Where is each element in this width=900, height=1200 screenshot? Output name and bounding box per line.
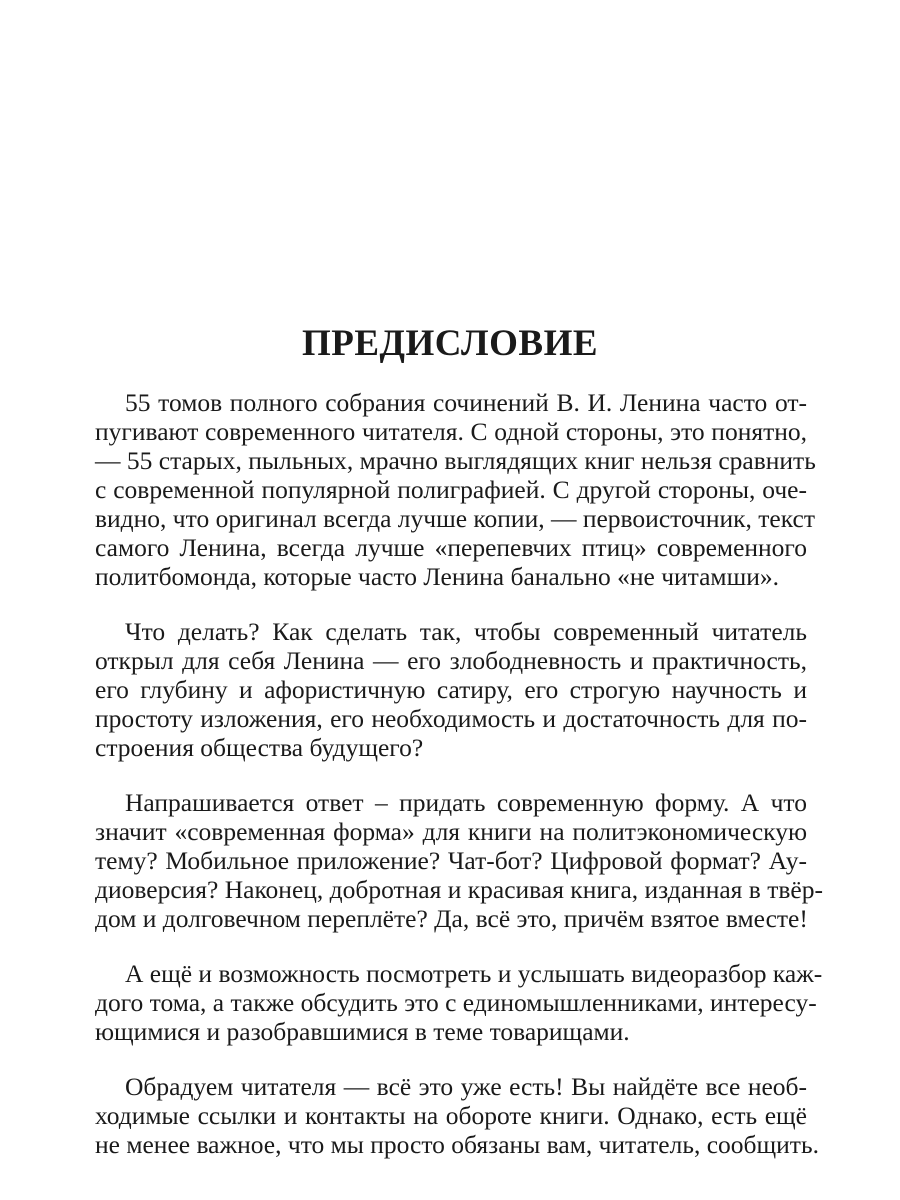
- text-line: диоверсия? Наконец, добротная и красивая книга, изданная в твёр-: [95, 875, 823, 904]
- text-line: Напрашивается ответ – придать современную форму. А что: [125, 788, 807, 817]
- text-line: его глубину и афористичную сатиру, его строгую научность и: [95, 675, 807, 704]
- paragraph-5: [95, 1072, 819, 1159]
- text-line: видно, что оригинал всегда лучше копии, — первоисточник, текст: [95, 504, 815, 533]
- text-line: 55 томов полного собрания сочинений В. И. Ленина часто от-: [125, 388, 807, 417]
- text-line: не менее важное, что мы просто обязаны вам, читатель, сообщить.: [95, 1130, 819, 1159]
- text-line: дого тома, а также обсудить это с единомышленниками, интересу-: [95, 988, 817, 1017]
- text-line: — 55 старых, пыльных, мрачно выглядящих книг нельзя сравнить: [95, 446, 816, 475]
- text-line: строения общества будущего?: [95, 733, 424, 762]
- page-title: ПРЕДИСЛОВИЕ: [301, 323, 599, 364]
- preface-body: [95, 388, 823, 1185]
- text-line: Обрадуем читателя — всё это уже есть! Вы найдёте все необ-: [125, 1072, 807, 1101]
- paragraph-2: [95, 617, 807, 762]
- paragraph-4: [95, 959, 823, 1046]
- text-line: ходимые ссылки и контакты на обороте книги. Однако, есть ещё: [95, 1101, 807, 1130]
- text-line: ющимися и разобравшимися в теме товарищами.: [95, 1017, 630, 1046]
- text-line: с современной популярной полиграфией. С другой стороны, оче-: [95, 475, 807, 504]
- text-line: политбомонда, которые часто Ленина банально «не читамши».: [95, 562, 779, 591]
- text-line: пугивают современного читателя. С одной стороны, это понятно,: [95, 417, 807, 446]
- text-line: простоту изложения, его необходимость и достаточность для по-: [95, 704, 807, 733]
- text-line: Что делать? Как сделать так, чтобы современный читатель: [125, 617, 807, 646]
- text-line: значит «современная форма» для книги на политэкономическую: [95, 817, 807, 846]
- text-line: А ещё и возможность посмотреть и услышать видеоразбор каж-: [125, 959, 823, 988]
- text-line: самого Ленина, всегда лучше «перепевчих птиц» современного: [95, 533, 807, 562]
- text-line: тему? Мобильное приложение? Чат-бот? Цифровой формат? Ау-: [95, 846, 807, 875]
- text-line: дом и долговечном переплёте? Да, всё это, причём взятое вместе!: [95, 904, 808, 933]
- text-line: открыл для себя Ленина — его злободневность и практичность,: [95, 646, 807, 675]
- paragraph-1: [95, 388, 816, 591]
- paragraph-3: [95, 788, 823, 933]
